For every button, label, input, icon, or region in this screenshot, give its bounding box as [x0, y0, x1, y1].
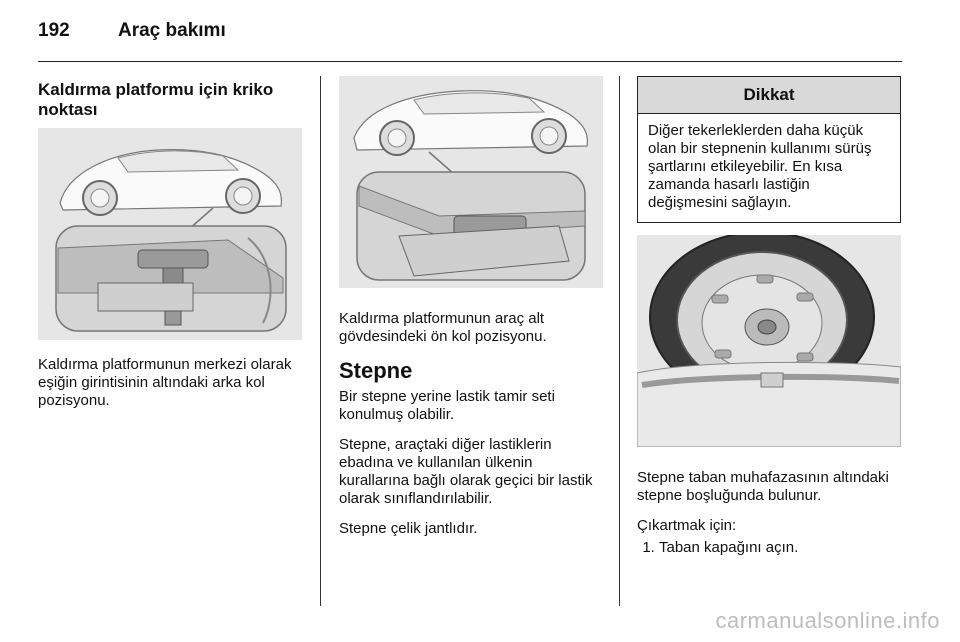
caption-spare-location: Stepne taban muhafazasının altındaki stepne boşluğunda bulunur.	[637, 469, 889, 504]
step-item: 1. Taban kapağını açın.	[659, 539, 901, 557]
caption-rear-arm: Kaldırma platformunun merkezi olarak eşiğin girintisinin altındaki arka kol pozisyonu.	[38, 356, 292, 409]
section-heading-jack-point: Kaldırma platformu için kriko noktası	[38, 80, 274, 119]
caption-front-arm: Kaldırma platformunun araç alt gövdesindeki ön kol pozisyonu.	[339, 310, 547, 345]
car-front-arm-illustration	[339, 76, 603, 288]
page-header	[38, 20, 226, 42]
paragraph-2: Stepne, araçtaki diğer lastiklerin ebadına ve kullanılan ülkenin kurallarına bağlı olarak geçici bir lastik olarak sınıflandırılabilir.	[339, 436, 593, 507]
column-3	[637, 76, 901, 557]
car-rear-arm-illustration	[38, 128, 302, 340]
column-divider-1	[320, 76, 321, 606]
page-number: 192	[38, 20, 70, 41]
section-title-spare-wheel: Stepne	[339, 358, 413, 383]
spare-wheel-illustration	[637, 235, 901, 447]
figure-spare-wheel-well	[637, 235, 901, 447]
page-title: Araç bakımı	[118, 20, 226, 41]
caution-notice	[637, 76, 901, 223]
paragraph-3: Stepne çelik jantlıdır.	[339, 520, 478, 537]
steps-list	[637, 539, 901, 557]
column-1	[38, 80, 304, 422]
steps-intro: Çıkartmak için:	[637, 517, 737, 534]
column-divider-2	[619, 76, 620, 606]
figure-front-lift-point	[339, 76, 603, 288]
header-rule	[38, 61, 902, 62]
watermark: carmanualsonline.info	[715, 608, 940, 633]
notice-body: Diğer tekerleklerden daha küçük olan bir stepnenin kullanımı sürüş şartlarını etkileyebilir. En kısa zamanda hasarlı lastiğin değişmesini sağlayın.	[648, 122, 872, 211]
paragraph-1: Bir stepne yerine lastik tamir seti konulmuş olabilir.	[339, 388, 555, 423]
column-2	[339, 76, 603, 550]
figure-rear-lift-point	[38, 128, 302, 340]
notice-title: Dikkat	[638, 77, 900, 114]
